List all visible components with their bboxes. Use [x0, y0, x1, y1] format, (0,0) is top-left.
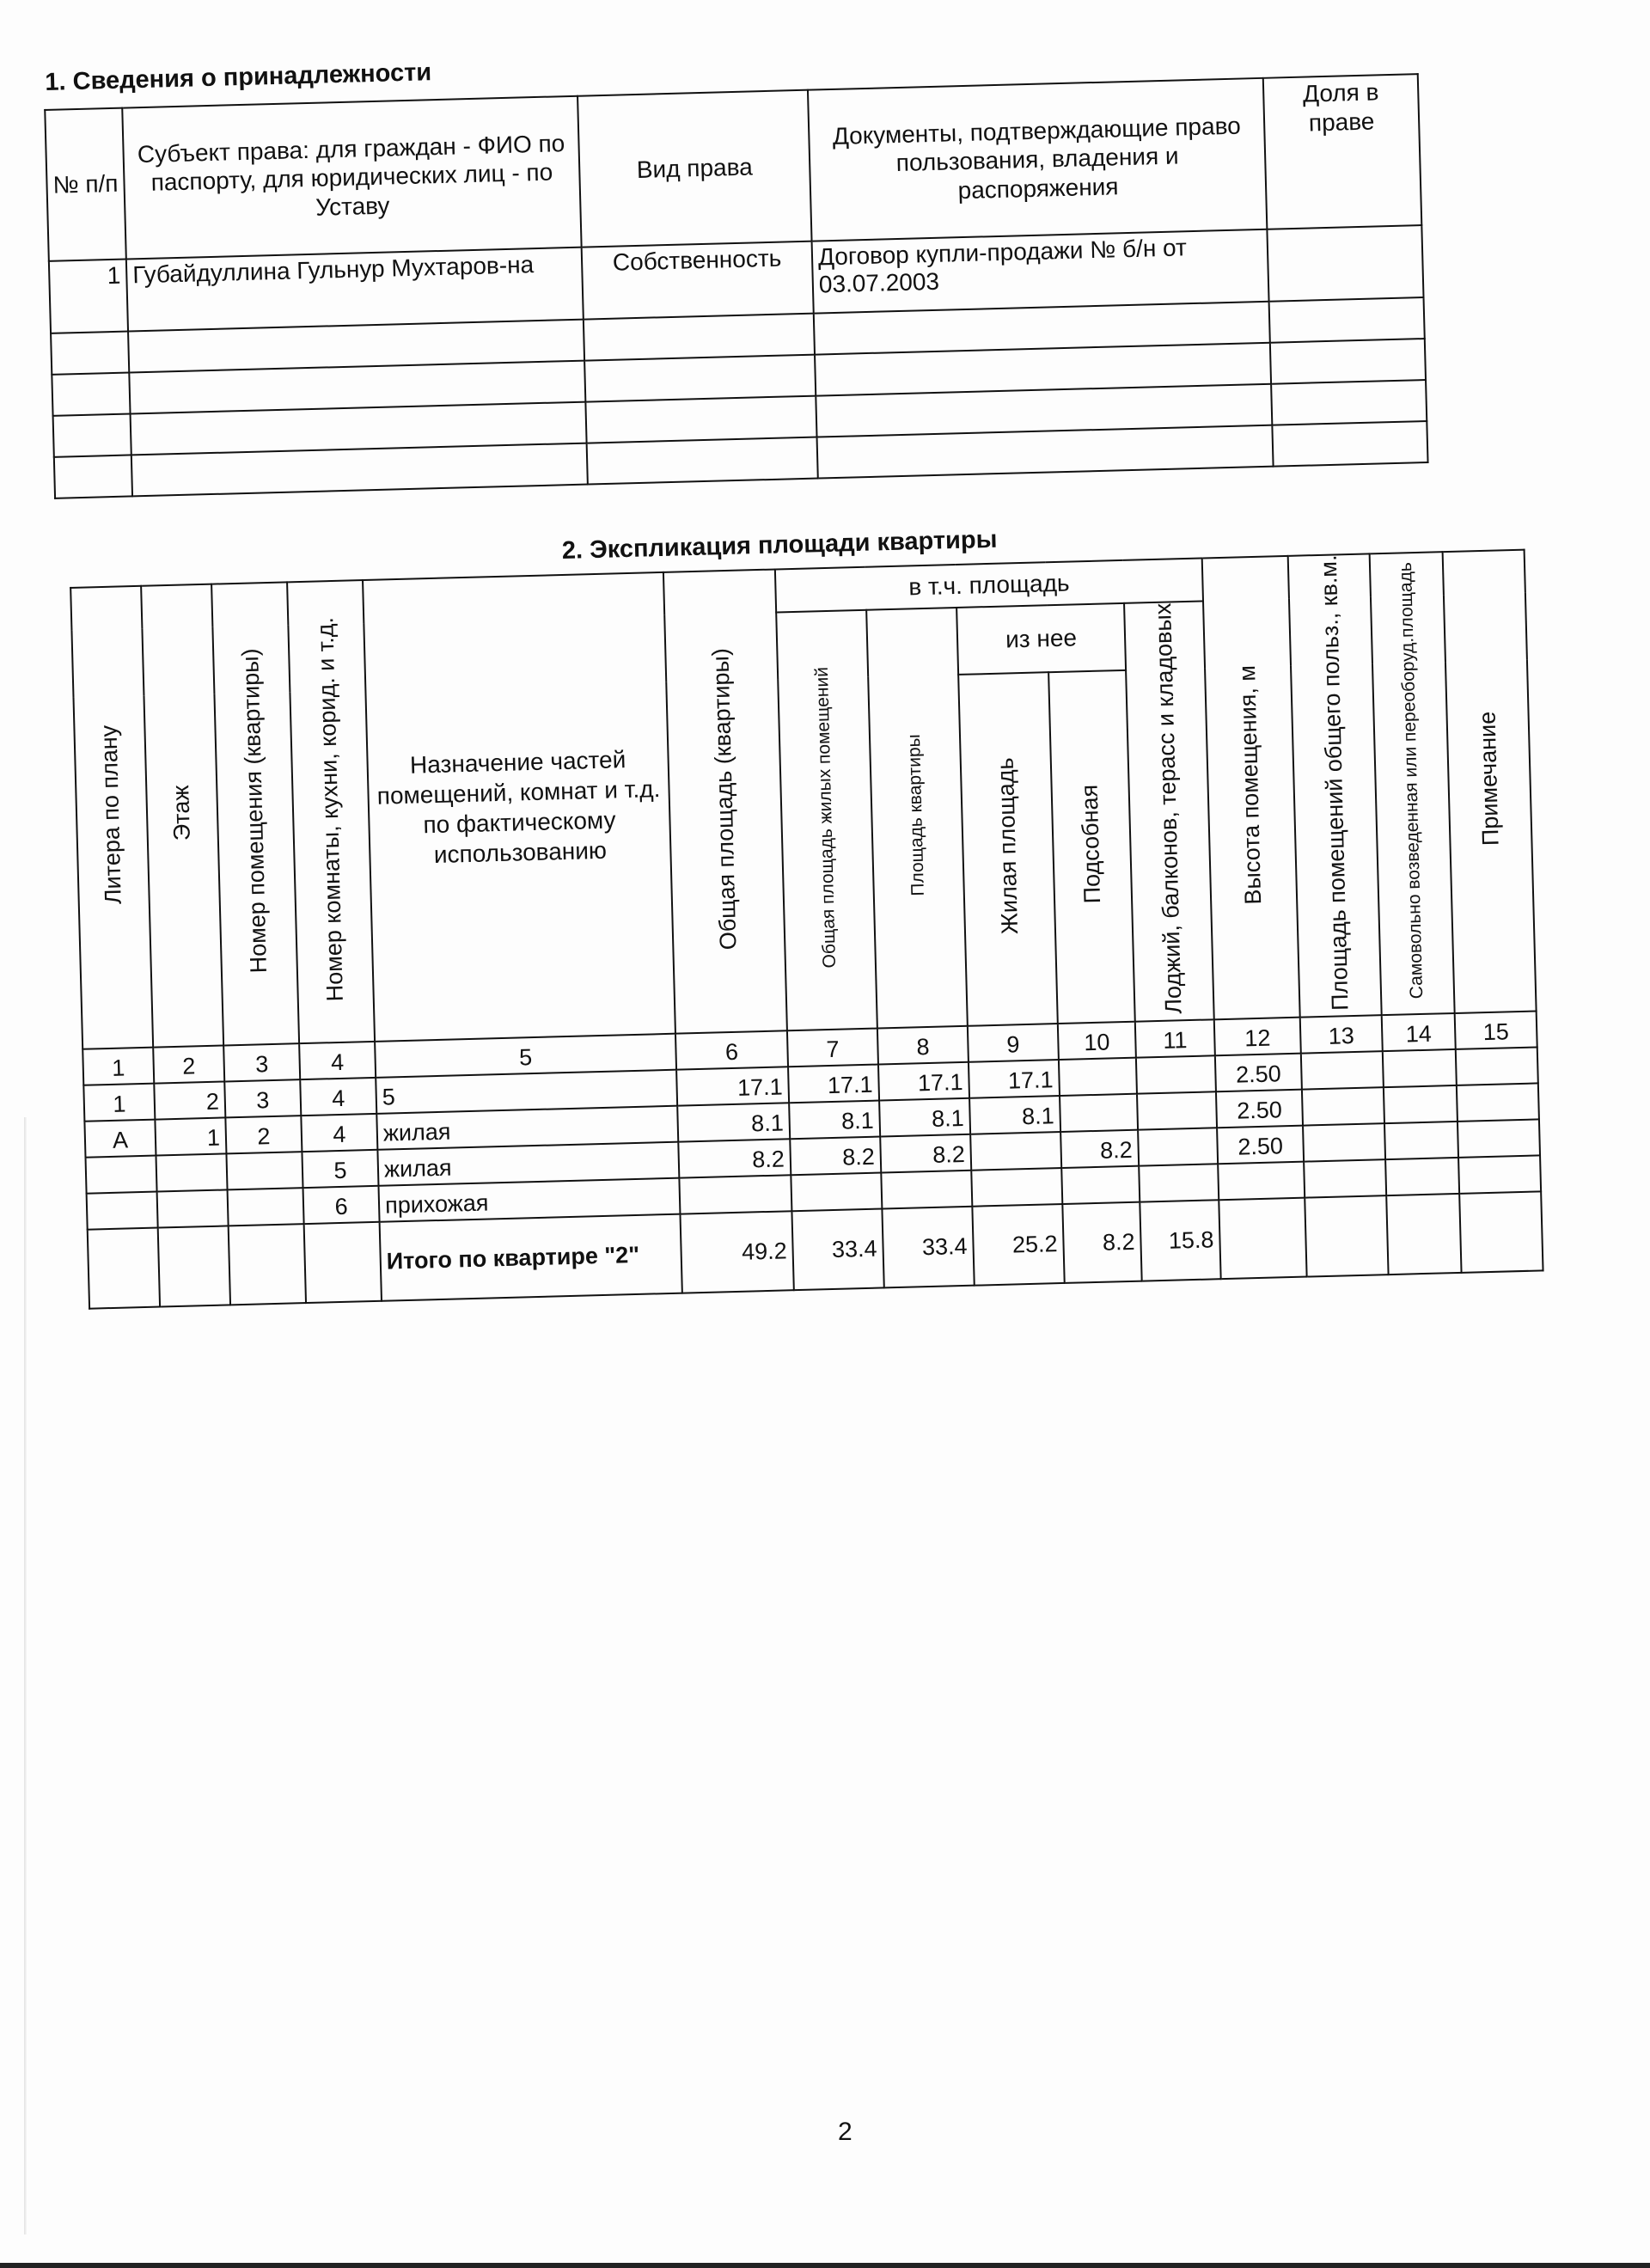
header-subgroup: из нее	[956, 603, 1126, 675]
header-common-area: Площадь помещений общего польз., кв.м.	[1288, 553, 1382, 1018]
header-auxiliary: Подсобная	[1048, 670, 1135, 1024]
cell-col-14	[1384, 1085, 1458, 1123]
row-num: 1	[49, 260, 128, 333]
header-note: Примечание	[1443, 550, 1537, 1014]
cell-col-1	[87, 1192, 158, 1230]
column-number: 14	[1382, 1013, 1456, 1051]
cell-col-13	[1301, 1051, 1384, 1089]
cell-col-15	[1458, 1156, 1541, 1194]
cell-col-12: 2.50	[1215, 1054, 1302, 1092]
column-number: 9	[968, 1024, 1059, 1062]
column-number: 2	[153, 1046, 224, 1084]
column-number: 12	[1214, 1018, 1301, 1056]
cell-col-6	[679, 1176, 791, 1214]
cell-col-7: 8.1	[789, 1101, 880, 1140]
cell-col-2: 2	[154, 1082, 225, 1120]
header-litera: Литера по плану	[70, 586, 153, 1049]
column-number: 11	[1135, 1020, 1215, 1058]
cell-col-11	[1137, 1092, 1217, 1130]
cell-col-3: 2	[225, 1116, 302, 1153]
cell-col-12: 2.50	[1217, 1126, 1304, 1165]
cell-col-5: прихожая	[378, 1178, 680, 1222]
cell-col-2	[156, 1154, 227, 1192]
cell-col-15	[1458, 1120, 1540, 1158]
scan-bottom-edge	[0, 2263, 1650, 2268]
cell-col-2	[157, 1190, 229, 1228]
header-documents: Документы, подтверждающие право пользования, владения и распоряжения	[808, 78, 1267, 241]
cell-col-13	[1304, 1159, 1386, 1197]
cell-col-6: 8.1	[677, 1103, 790, 1142]
explication-table	[70, 549, 1543, 1310]
cell-col-5: жилая	[377, 1142, 679, 1186]
cell-col-9: 8.1	[969, 1096, 1060, 1134]
header-group-area: в т.ч. площадь	[775, 558, 1203, 612]
row-documents: Договор купли-продажи № б/н от 03.07.2003	[812, 229, 1269, 314]
cell-col-13	[1302, 1087, 1384, 1125]
column-number: 4	[299, 1042, 376, 1079]
cell-col-14	[1385, 1158, 1459, 1195]
header-loggias: Лоджий, балконов, терасс и кладовых	[1124, 601, 1214, 1021]
cell-col-8: 8.2	[880, 1134, 971, 1173]
cell-col-2: 1	[155, 1118, 226, 1156]
column-number: 10	[1058, 1022, 1136, 1060]
column-number: 15	[1455, 1012, 1537, 1049]
page-number: 2	[838, 2118, 852, 2146]
total-general-area: 49.2	[680, 1211, 793, 1293]
cell-col-5: жилая	[376, 1106, 678, 1150]
cell-col-14	[1384, 1122, 1458, 1159]
cell-col-3: 3	[224, 1079, 301, 1117]
cell-col-10	[1059, 1058, 1137, 1096]
header-living-area: Жилая площадь	[958, 672, 1058, 1026]
cell-col-6: 8.2	[678, 1140, 791, 1178]
cell-col-9: 17.1	[969, 1060, 1060, 1098]
total-apartment-area: 33.4	[882, 1207, 974, 1288]
ownership-section	[43, 33, 1429, 499]
cell-col-3	[226, 1152, 302, 1189]
column-number: 6	[675, 1031, 788, 1070]
total-label: Итого по квартире "2"	[380, 1214, 682, 1301]
header-apartment-number: Номер помещения (квартиры)	[211, 582, 299, 1045]
cell-col-4: 5	[302, 1150, 378, 1188]
cell-col-7	[791, 1173, 882, 1212]
header-room-number: Номер комнаты, кухни, корид. и т.д.	[287, 580, 375, 1043]
column-number: 8	[877, 1026, 969, 1065]
cell-col-12	[1218, 1162, 1305, 1201]
cell-col-9	[971, 1168, 1062, 1207]
cell-col-1	[86, 1156, 157, 1194]
header-share: Доля в праве	[1263, 74, 1422, 229]
header-purpose: Назначение частей помещений, комнат и т.д. по фактическому использованию	[363, 572, 675, 1042]
ownership-title: 1. Сведения о принадлежности	[44, 58, 432, 96]
total-living-total: 33.4	[791, 1209, 883, 1291]
cell-col-6: 17.1	[676, 1067, 789, 1106]
cell-col-7: 8.2	[790, 1137, 881, 1176]
cell-col-3	[228, 1188, 304, 1226]
cell-col-1: А	[84, 1120, 156, 1158]
total-auxiliary: 8.2	[1062, 1202, 1141, 1283]
row-right-type: Собственность	[582, 241, 814, 320]
row-share	[1267, 225, 1423, 302]
cell-col-11	[1136, 1056, 1216, 1094]
cell-col-10: 8.2	[1060, 1130, 1139, 1168]
cell-col-5: 5	[376, 1070, 677, 1114]
cell-col-10	[1060, 1094, 1138, 1132]
cell-col-13	[1303, 1123, 1385, 1161]
header-floor: Этаж	[141, 584, 223, 1048]
cell-col-1: 1	[83, 1084, 155, 1122]
total-living-area: 25.2	[972, 1204, 1064, 1286]
column-number: 1	[82, 1048, 154, 1085]
cell-col-9	[970, 1132, 1061, 1171]
cell-col-4: 4	[301, 1114, 377, 1152]
cell-col-11	[1138, 1128, 1218, 1166]
cell-col-14	[1383, 1049, 1457, 1087]
cell-col-8	[881, 1171, 972, 1209]
cell-col-15	[1457, 1084, 1539, 1122]
page-edge-shadow	[24, 1117, 27, 2234]
header-living-total: Общая площадь жилых помещений	[776, 610, 877, 1031]
cell-col-8: 17.1	[878, 1062, 969, 1101]
row-subject: Губайдуллина Гульнур Мухтаров-на	[126, 248, 584, 332]
column-number: 13	[1300, 1015, 1383, 1053]
header-total-area: Общая площадь (квартиры)	[663, 569, 787, 1033]
cell-col-12: 2.50	[1216, 1090, 1303, 1128]
cell-col-15	[1456, 1048, 1538, 1085]
header-apartment-area: Площадь квартиры	[866, 608, 968, 1029]
explication-title: 2. Экспликация площади квартиры	[561, 525, 998, 565]
column-number: 5	[375, 1034, 676, 1078]
total-loggias: 15.8	[1140, 1200, 1220, 1281]
header-right-type: Вид права	[578, 90, 812, 248]
cell-col-11	[1139, 1164, 1219, 1201]
cell-col-4: 4	[300, 1078, 376, 1116]
cell-col-8: 8.1	[879, 1098, 970, 1137]
cell-col-10	[1061, 1166, 1140, 1204]
ownership-table	[44, 73, 1428, 499]
cell-col-7: 17.1	[788, 1065, 879, 1103]
explication-section	[69, 512, 1544, 1310]
column-number: 3	[223, 1043, 300, 1081]
header-unauthorized-area: Самовольно возведенная или переоборуд.площадь	[1370, 552, 1455, 1015]
header-subject: Субъект права: для граждан - ФИО по паспорту, для юридических лиц - по Уставу	[122, 96, 581, 260]
column-number: 7	[787, 1029, 878, 1067]
cell-col-4: 6	[303, 1186, 380, 1224]
header-num: № п/п	[45, 108, 126, 261]
header-height: Высота помещения, м	[1202, 556, 1300, 1020]
